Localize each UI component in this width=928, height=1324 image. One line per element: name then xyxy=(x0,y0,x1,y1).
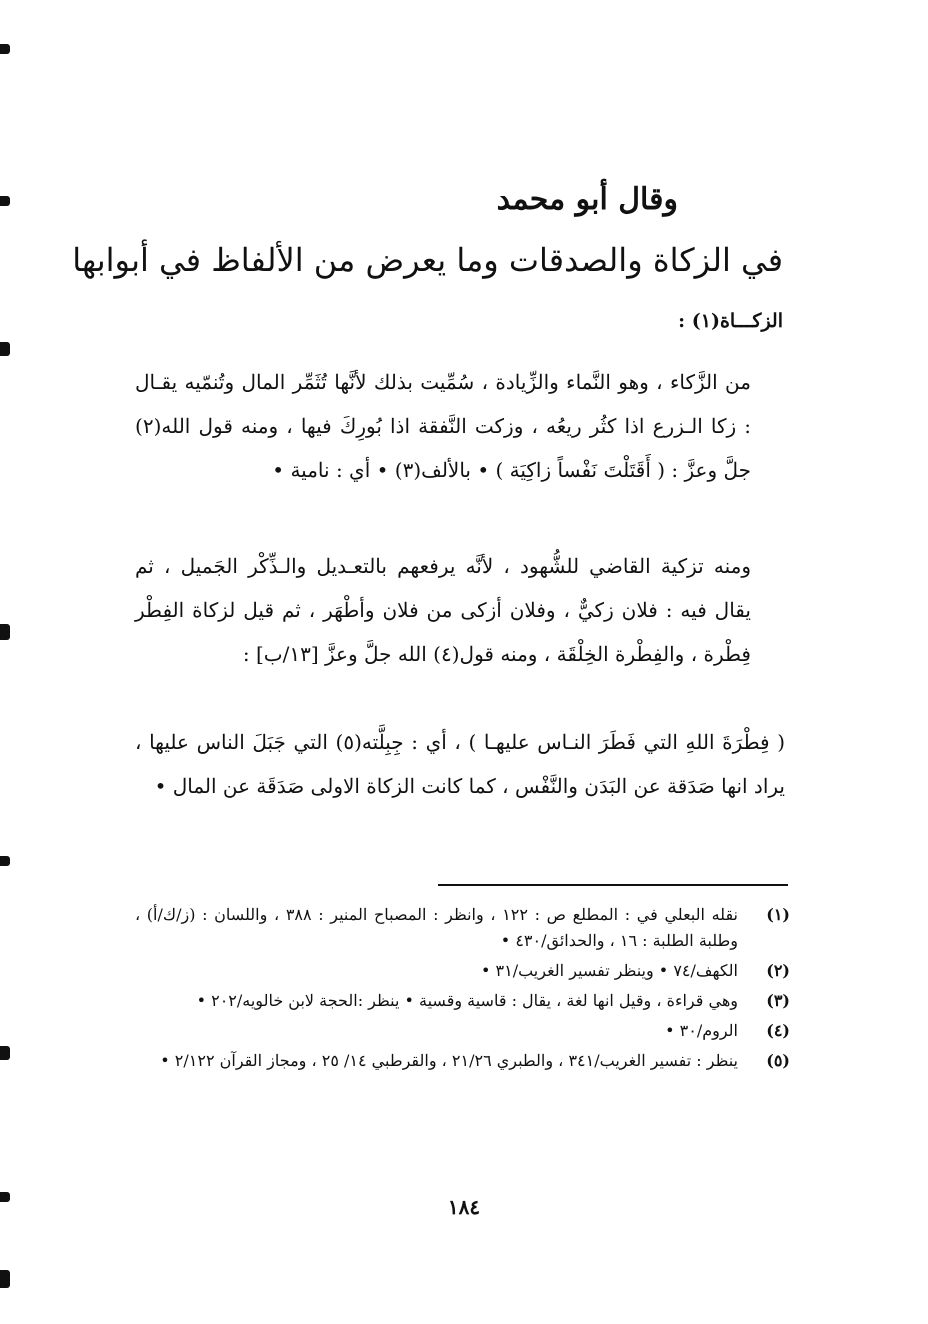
body-paragraph xyxy=(135,720,785,808)
footnote-text: الكهف/٧٤ • وينظر تفسير الغريب/٣١ • xyxy=(480,961,738,980)
scan-edge-mark xyxy=(0,1046,10,1060)
footnotes xyxy=(135,902,790,1078)
footnote-text: الروم/٣٠ • xyxy=(665,1021,738,1040)
chapter-heading: وقال أبو محمد xyxy=(496,182,678,217)
footnote xyxy=(135,902,790,954)
footnote-text: ينظر : تفسير الغريب/٣٤١ ، والطبري ٢١/٢٦ ، والقرطبي ١٤/ ٢٥ ، ومجاز القرآن ٢/١٢٢ • xyxy=(160,1051,738,1070)
paragraph-text: من الزَّكاء ، وهو النَّماء والزِّيادة ، سُمِّيت بذلك لأنَّها تُثَمِّر المال وتُنمّيه يقـال : زكا الـزرع اذا كثُر ريعُه ، وزكت النَّفقة اذا بُورِكَ فيها ، ومنه قول الله(٢) جلَّ وعزَّ : ( أَقَتَلْتَ نَفْساً زاكِيَة ) • بالألف(٣) • أي : نامية • xyxy=(135,370,751,482)
paragraph-text: ( فِطْرَةَ اللهِ التي فَطَرَ النـاس عليهـا ) ، أي : جِبِلَّته(٥) التي جَبَلَ الناس عليها ، يراد انها صَدَقة عن البَدَن والنَّفْس ، كما كانت الزكاة الاولى صَدَقَة عن المال • xyxy=(135,730,786,798)
body-paragraph xyxy=(135,544,785,676)
footnote xyxy=(135,1048,790,1074)
scan-edge-mark xyxy=(0,342,10,356)
section-title: الزكـــاة(١) : xyxy=(678,310,783,332)
footnote xyxy=(135,988,790,1014)
scan-edge-mark xyxy=(0,196,10,206)
footnote xyxy=(135,1018,790,1044)
scan-edge-mark xyxy=(0,44,10,54)
footnote-number: (٢) xyxy=(766,961,790,980)
body-paragraph xyxy=(135,360,785,492)
scan-edge-mark xyxy=(0,1270,10,1288)
scan-edge-mark xyxy=(0,856,10,866)
page-number: ١٨٤ xyxy=(447,1195,481,1219)
footnote-text: نقله البعلي في : المطلع ص : ١٢٢ ، وانظر : المصباح المنير : ٣٨٨ ، واللسان : (ز/ك/أ) ، وطلبة الطلبة : ١٦ ، والحدائق/٤٣٠ • xyxy=(135,905,739,950)
footnote-number: (٣) xyxy=(766,991,790,1010)
footnote xyxy=(135,958,790,984)
footnote-number: (٥) xyxy=(766,1051,790,1070)
paragraph-text: ومنه تزكية القاضي للشُّهود ، لأنَّه يرفعهم بالتعـديل والـذِّكْر الجَميل ، ثم يقال فيه : فلان زكيٌّ ، وفلان أزكى من فلان وأطْهَر ، ثم قيل لزكاة الفِطْر فِطْرة ، والفِطْرة الخِلْقَة ، ومنه قول(٤) الله جلَّ وعزَّ [١٣/ب] : xyxy=(135,554,751,666)
chapter-subtitle: في الزكاة والصدقات وما يعرض من الألفاظ في أبوابها xyxy=(72,241,783,279)
footnote-number: (٤) xyxy=(766,1021,790,1040)
scan-edge-mark xyxy=(0,624,10,640)
footnote-number: (١) xyxy=(766,905,790,924)
footnote-divider xyxy=(438,884,788,886)
footnote-text: وهي قراءة ، وقيل انها لغة ، يقال : قاسية وقسية • ينظر :الحجة لابن خالويه/٢٠٢ • xyxy=(196,991,738,1010)
